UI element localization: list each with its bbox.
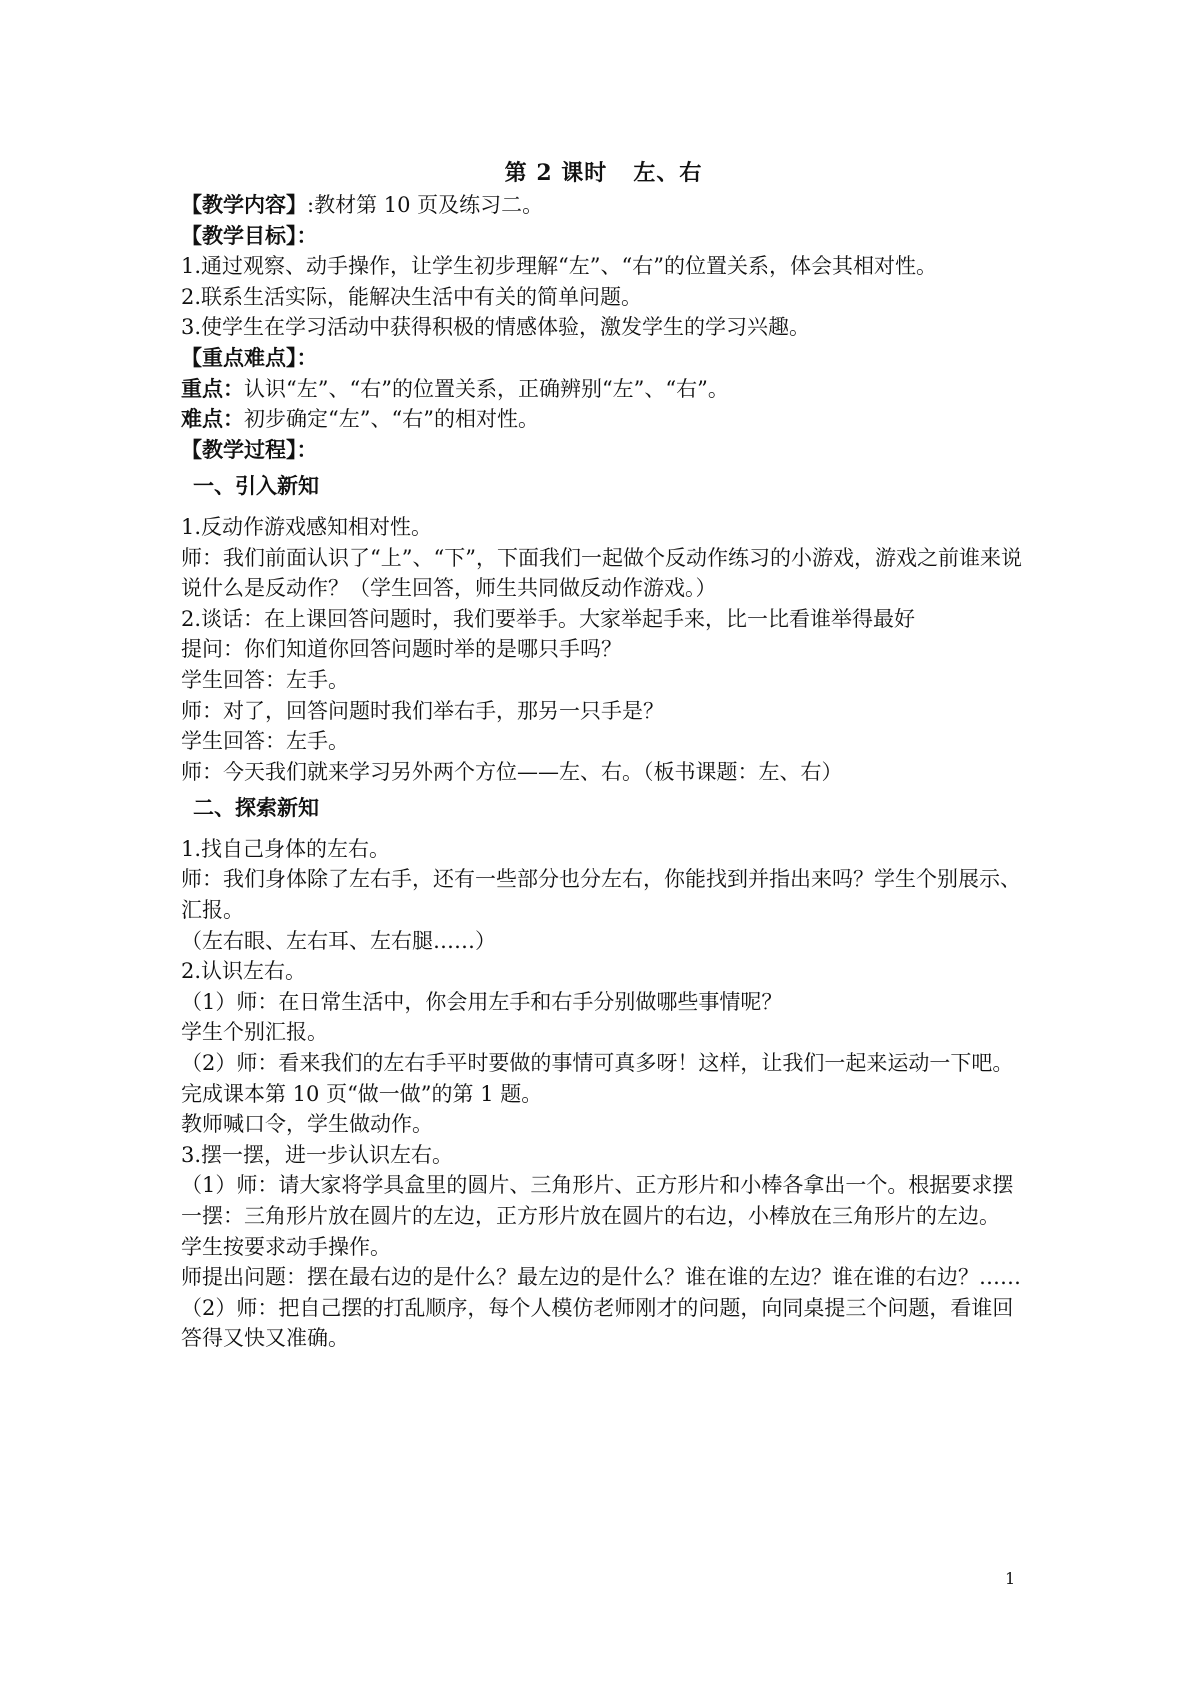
teaching-content-text: :教材第 10 页及练习二。 — [307, 193, 544, 217]
difficulty-text: 初步确定“左”、“右”的相对性。 — [244, 407, 539, 432]
section-2-line: （2）师：看来我们的左右手平时要做的事情可真多呀！这样，让我们一起来运动一下吧。 — [181, 1051, 1014, 1076]
section-2-line: 3.摆一摆，进一步认识左右。 — [181, 1142, 454, 1167]
goal-item-2: 2.联系生活实际，能解决生活中有关的简单问题。 — [181, 284, 643, 309]
section-1-line: 2.谈话：在上课回答问题时，我们要举手。大家举起手来，比一比看谁举得最好 — [181, 606, 916, 631]
teaching-process-label: 【教学过程】： — [181, 436, 318, 462]
section-2-line: 2.认识左右。 — [181, 959, 307, 984]
section-2-line: 完成课本第 10 页“做一做”的第 1 题。 — [181, 1081, 543, 1106]
section-2-line: 学生个别汇报。 — [181, 1020, 328, 1045]
section-2-line: 1.找自己身体的左右。 — [181, 836, 391, 861]
difficulty-point — [181, 404, 1026, 435]
section-2-line: 学生按要求动手操作。 — [181, 1234, 391, 1259]
section-2-line: （2）师：把自己摆的打乱顺序，每个人模仿老师刚才的问题，向同桌提三个问题，看谁回答得又快又准确。 — [181, 1295, 1014, 1351]
section-2-line: 教师喊口令，学生做动作。 — [181, 1112, 433, 1137]
document-page — [181, 158, 1026, 1354]
lesson-title — [181, 158, 1026, 188]
goal-item-1: 1.通过观察、动手操作，让学生初步理解“左”、“右”的位置关系，体会其相对性。 — [181, 254, 937, 279]
teaching-goals-label: 【教学目标】： — [181, 222, 318, 248]
section-1-line: 1.反动作游戏感知相对性。 — [181, 514, 433, 539]
focus-text: 认识“左”、“右”的位置关系，正确辨别“左”、“右”。 — [244, 376, 729, 401]
section-1-line: 师：今天我们就来学习另外两个方位——左、右。（板书课题：左、右） — [181, 759, 843, 784]
key-points-label: 【重点难点】： — [181, 344, 318, 370]
teaching-content-label: 【教学内容】 — [181, 192, 307, 217]
section-1-line: 师：对了，回答问题时我们举右手，那另一只手是？ — [181, 698, 664, 723]
section-1-line: 提问：你们知道你回答问题时举的是哪只手吗？ — [181, 637, 622, 662]
lesson-title-number: 第 2 课时 — [504, 160, 608, 186]
section-2-heading: 二、探索新知 — [193, 795, 319, 821]
section-1-line: 学生回答：左手。 — [181, 667, 349, 692]
section-2-line: 师提出问题：摆在最右边的是什么？最左边的是什么？谁在谁的左边？谁在谁的右边？…… — [181, 1265, 1021, 1290]
goal-item-3: 3.使学生在学习活动中获得积极的情感体验，激发学生的学习兴趣。 — [181, 315, 811, 340]
lesson-title-topic: 左、右 — [633, 160, 703, 186]
difficulty-label: 难点： — [181, 406, 244, 432]
section-1-heading: 一、引入新知 — [193, 473, 319, 499]
section-2-line: 师：我们身体除了左右手，还有一些部分也分左右，你能找到并指出来吗？学生个别展示、汇报。 — [181, 867, 1021, 923]
section-2-line: （1）师：在日常生活中，你会用左手和右手分别做哪些事情呢？ — [181, 989, 783, 1014]
teaching-content — [181, 190, 1026, 221]
section-1-line: 师：我们前面认识了“上”、“下”，下面我们一起做个反动作练习的小游戏，游戏之前谁来说说什么是反动作？（学生回答，师生共同做反动作游戏。） — [181, 545, 1022, 601]
section-2-line: （左右眼、左右耳、左右腿……） — [181, 928, 496, 953]
section-1-line: 学生回答：左手。 — [181, 729, 349, 754]
page-number: 1 — [1005, 1569, 1016, 1588]
focus-label: 重点： — [181, 375, 244, 401]
focus-point — [181, 374, 1026, 405]
section-2-line: （1）师：请大家将学具盒里的圆片、三角形片、正方形片和小棒各拿出一个。根据要求摆一摆：三角形片放在圆片的左边，正方形片放在圆片的右边，小棒放在三角形片的左边。 — [181, 1173, 1014, 1228]
